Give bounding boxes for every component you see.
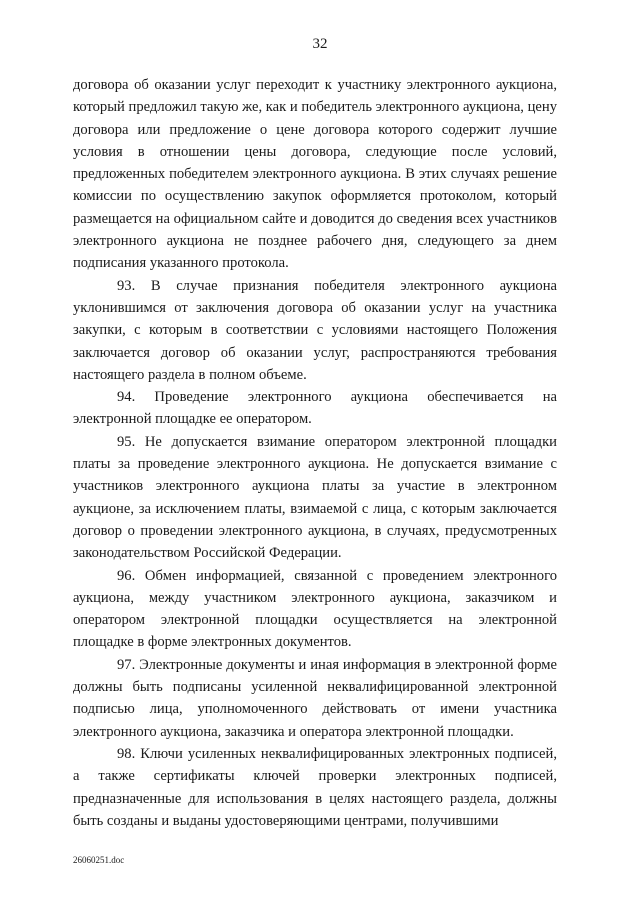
page-number: 32 (312, 36, 328, 52)
paragraph-93: 93. В случае признания победителя электронного аукциона уклонившимся от заключения договора об оказании услуг на участника закупки, с которым в соответствии с условиями настоящего Положения заключается договор об оказании услуг, распространяются требования настоящего раздела в полном объеме. (73, 277, 557, 383)
paragraph-97: 97. Электронные документы и иная информация в электронной форме должны быть подписаны усиленной неквалифицированной электронной подписью лица, уполномоченного действовать от имени участника электронного аукциона, заказчика и оператора электронной площадки. (73, 656, 557, 740)
paragraph-96: 96. Обмен информацией, связанной с проведением электронного аукциона, между участником электронного аукциона, заказчиком и оператором электронной площадки осуществляется на электронной площадке в форме электронных документов. (73, 567, 557, 651)
paragraph-98: 98. Ключи усиленных неквалифицированных электронных подписей, а также сертификаты ключей проверки электронных подписей, предназначенные для использования в целях настоящего раздела, должны быть созданы и выданы удостоверяющими центрами, получившими (73, 745, 557, 829)
document-body (73, 74, 557, 832)
paragraph-94: 94. Проведение электронного аукциона обеспечивается на электронной площадке ее оператором. (73, 389, 557, 428)
paragraph-continuation: договора об оказании услуг переходит к участнику электронного аукциона, который предложил такую же, как и победитель электронного аукциона, цену договора или предложение о цене договора которого содержит лучшие условия в отношении цены договора, следующие после условий, предложенных победителем электронного аукциона. В этих случаях решение комиссии по осуществлению закупок оформляется протоколом, который размещается на официальном сайте и доводится до сведения всех участников электронного аукциона не позднее рабочего дня, следующего за днем подписания указанного протокола. (73, 77, 557, 272)
file-name-footer: 26060251.doc (73, 855, 125, 865)
paragraph-95: 95. Не допускается взимание оператором электронной площадки платы за проведение электронного аукциона. Не допускается взимание с участников электронного аукциона платы за участие в электронном аукционе, за исключением платы, взимаемой с лица, с которым заключается договор о проведении электронного аукциона, в случаях, предусмотренных законодательством Российской Федерации. (73, 433, 557, 562)
